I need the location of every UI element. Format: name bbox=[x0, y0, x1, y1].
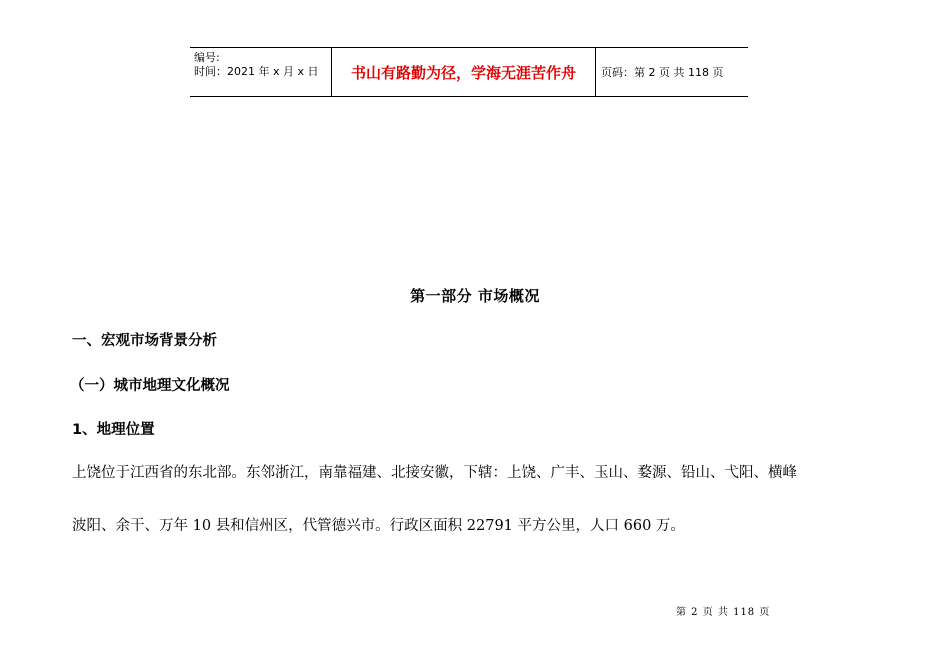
page-footer: 第 2 页 共 118 页 bbox=[676, 607, 771, 618]
item-heading: 1、地理位置 bbox=[72, 422, 155, 438]
paragraph-line-1: 上饶位于江西省的东北部。东邻浙江，南靠福建、北接安徽，下辖：上饶、广丰、玉山、婺源、铅山、弋阳、横峰 bbox=[72, 465, 797, 481]
header-motto: 书山有路勤为径，学海无涯苦作舟 bbox=[332, 48, 596, 96]
document-number-label: 编号: bbox=[194, 51, 220, 64]
header-page-info: 页码：第 2 页 共 118 页 bbox=[601, 66, 724, 79]
part-title: 第一部分 市场概况 bbox=[410, 287, 540, 305]
header-meta-cell bbox=[190, 48, 332, 96]
document-time-label: 时间：2021 年 x 月 x 日 bbox=[194, 65, 319, 78]
subsection-heading: （一）城市地理文化概况 bbox=[70, 378, 230, 394]
paragraph-line-2: 波阳、余干、万年 10 县和信州区，代管德兴市。行政区面积 22791 平方公里，人口 660 万。 bbox=[72, 518, 685, 534]
page-header bbox=[190, 47, 748, 97]
section-heading: 一、宏观市场背景分析 bbox=[72, 333, 217, 349]
